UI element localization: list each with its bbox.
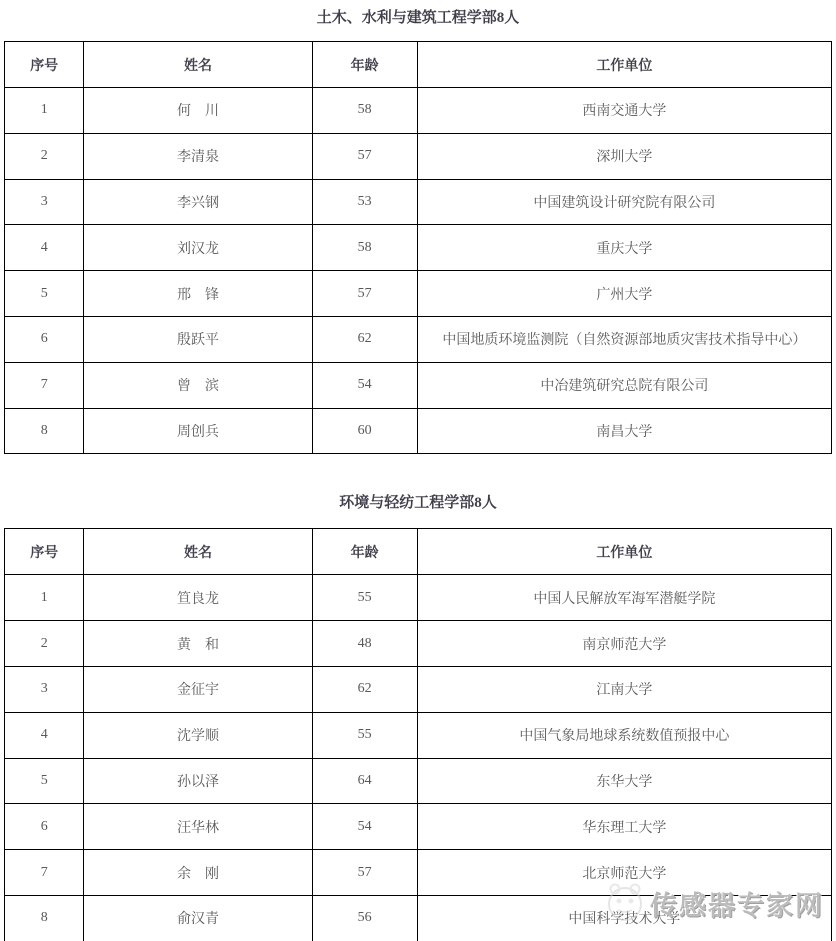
cell-index: 4: [5, 712, 84, 758]
cell-index: 5: [5, 758, 84, 804]
cell-name: 曾 滨: [84, 362, 312, 408]
cell-name: 笪良龙: [84, 575, 312, 621]
cell-index: 7: [5, 362, 84, 408]
cell-age: 64: [312, 758, 417, 804]
cell-name: 黄 和: [84, 621, 312, 667]
cell-name: 周创兵: [84, 408, 312, 454]
section-civil-engineering: [0, 0, 836, 454]
section-environment-textile: [0, 493, 836, 941]
table-row: [5, 316, 832, 362]
cell-work-unit: 中国建筑设计研究院有限公司: [417, 179, 831, 225]
column-header-name: 姓名: [84, 42, 312, 88]
cell-age: 54: [312, 362, 417, 408]
cell-age: 62: [312, 316, 417, 362]
cell-index: 6: [5, 316, 84, 362]
cell-age: 57: [312, 850, 417, 896]
column-header-age: 年龄: [312, 42, 417, 88]
cell-name: 刘汉龙: [84, 225, 312, 271]
cell-name: 余 刚: [84, 850, 312, 896]
cell-age: 57: [312, 271, 417, 317]
cell-age: 57: [312, 133, 417, 179]
cell-work-unit: 重庆大学: [417, 225, 831, 271]
cell-index: 8: [5, 895, 84, 941]
cell-name: 俞汉青: [84, 895, 312, 941]
cell-work-unit: 中国科学技术大学: [417, 895, 831, 941]
table-row: [5, 179, 832, 225]
cell-work-unit: 中冶建筑研究总院有限公司: [417, 362, 831, 408]
cell-name: 沈学顺: [84, 712, 312, 758]
table-row: [5, 666, 832, 712]
cell-work-unit: 华东理工大学: [417, 804, 831, 850]
cell-work-unit: 江南大学: [417, 666, 831, 712]
cell-index: 4: [5, 225, 84, 271]
cell-index: 8: [5, 408, 84, 454]
table-row: [5, 712, 832, 758]
cell-age: 56: [312, 895, 417, 941]
table-row: [5, 575, 832, 621]
table-title-environment-textile: 环境与轻纺工程学部8人: [339, 495, 497, 512]
cell-name: 李清泉: [84, 133, 312, 179]
cell-name: 殷跃平: [84, 316, 312, 362]
cell-index: 3: [5, 179, 84, 225]
column-header-age: 年龄: [312, 529, 417, 575]
column-header-work-unit: 工作单位: [417, 529, 831, 575]
roster-table-environment-textile: [4, 528, 832, 941]
cell-work-unit: 南昌大学: [417, 408, 831, 454]
cell-name: 李兴钢: [84, 179, 312, 225]
table-header-row: [5, 42, 832, 88]
column-header-index: 序号: [5, 529, 84, 575]
cell-work-unit: 西南交通大学: [417, 88, 831, 134]
table-row: [5, 850, 832, 896]
cell-work-unit: 广州大学: [417, 271, 831, 317]
table-header-row: [5, 529, 832, 575]
cell-name: 汪华林: [84, 804, 312, 850]
table-row: [5, 895, 832, 941]
cell-index: 3: [5, 666, 84, 712]
table-row: [5, 271, 832, 317]
table-row: [5, 225, 832, 271]
column-header-work-unit: 工作单位: [417, 42, 831, 88]
cell-index: 7: [5, 850, 84, 896]
cell-age: 54: [312, 804, 417, 850]
table-row: [5, 408, 832, 454]
cell-index: 1: [5, 575, 84, 621]
cell-work-unit: 深圳大学: [417, 133, 831, 179]
cell-age: 55: [312, 575, 417, 621]
table-row: [5, 133, 832, 179]
cell-age: 58: [312, 88, 417, 134]
cell-index: 5: [5, 271, 84, 317]
table-row: [5, 362, 832, 408]
cell-age: 58: [312, 225, 417, 271]
cell-age: 55: [312, 712, 417, 758]
cell-index: 1: [5, 88, 84, 134]
cell-name: 孙以泽: [84, 758, 312, 804]
cell-name: 邢 锋: [84, 271, 312, 317]
cell-age: 60: [312, 408, 417, 454]
table-row: [5, 621, 832, 667]
cell-index: 2: [5, 621, 84, 667]
cell-index: 2: [5, 133, 84, 179]
cell-work-unit: 北京师范大学: [417, 850, 831, 896]
column-header-index: 序号: [5, 42, 84, 88]
cell-age: 48: [312, 621, 417, 667]
cell-work-unit: 中国气象局地球系统数值预报中心: [417, 712, 831, 758]
cell-work-unit: 东华大学: [417, 758, 831, 804]
watermark-text: 传感器专家网: [650, 891, 824, 921]
cell-work-unit: 中国地质环境监测院（自然资源部地质灾害技术指导中心）: [417, 316, 831, 362]
cell-index: 6: [5, 804, 84, 850]
cell-work-unit: 南京师范大学: [417, 621, 831, 667]
cell-name: 何 川: [84, 88, 312, 134]
cell-age: 62: [312, 666, 417, 712]
cell-name: 金征宇: [84, 666, 312, 712]
roster-table-civil-engineering: [4, 41, 832, 454]
column-header-name: 姓名: [84, 529, 312, 575]
table-row: [5, 758, 832, 804]
table-row: [5, 88, 832, 134]
table-title-civil-engineering: 土木、水利与建筑工程学部8人: [316, 10, 520, 26]
cell-work-unit: 中国人民解放军海军潜艇学院: [417, 575, 831, 621]
table-row: [5, 804, 832, 850]
cell-age: 53: [312, 179, 417, 225]
